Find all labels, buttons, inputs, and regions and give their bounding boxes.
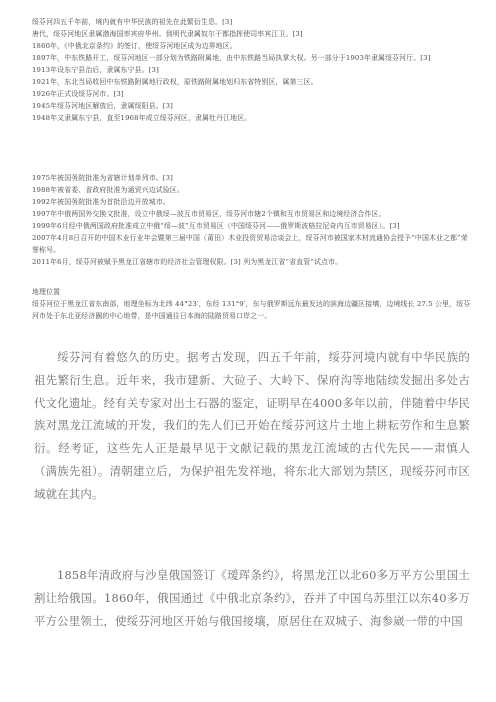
paragraph-text: 绥芬河有着悠久的历史。据考古发现，四五千年前，绥芬河境内就有中华民族的祖先繁衍生息。近年来，我市建新、大砬子、大岭下、保府沟等地陆续发掘出多处古代文化遗址。经有关专家对出土石器的鉴定，证明早在4000多年以前，伴随着中华民族对黑龙江流域的开发，我们的先人们已开始在绥芬河这片土地上耕耘劳作和生息繁衍。经考证，这些先人正是最早见于文献记载的黑龙江流域的古代先民——肃慎人（满族先祖）。清朝建立后，为保护祖先发祥地，将东北大部划为禁区，现绥芬河市区域就在其内。 <box>34 350 470 501</box>
paragraph-text: 1858年清政府与沙皇俄国签订《瑷珲条约》，将黑龙江以北60多万平方公里国土割让给俄国。1860年，俄国通过《中俄北京条约》，吞并了中国乌苏里江以东40多万平方公里领土，使绥芬河地区开始与俄国接壤，原居住在双城子、海参崴一带的中国 <box>34 568 470 628</box>
history-note: 唐代，绥芬河地区隶属渤海国率宾府华州。到明代隶属奴尔干都指挥使司率宾江卫。[3] <box>32 30 303 38</box>
modern-note: 1988年被省委、省政府批准为通贸兴边试验区。 <box>32 186 184 194</box>
modern-note: 1999年6月经中俄两国政府批准成立中俄“绥—波”互市贸易区（中国绥芬河——俄罗斯波格拉尼奇内互市贸易区）。[3] <box>32 222 400 230</box>
body-paragraph-2 <box>34 564 470 632</box>
modern-note: 2007年4月8日召开的中国木业行业年会暨第三届中国（莆田）木业投资贸易洽谈会上，绥芬河市被国家木材流通协会授予“中国木业之都”荣誉称号。 <box>32 234 468 254</box>
modern-note: 1975年被国务院批准为省辖计划单列市。[3] <box>32 174 173 182</box>
history-note: 1921年，东北当局收回中东铁路附属地行政权，原铁路附属地划归东省特别区，属第三区。 <box>32 78 318 86</box>
history-notes-block <box>32 16 474 124</box>
history-note: 1948年又隶属东宁县，直至1968年成立绥芬河区，隶属牡丹江地区。 <box>32 114 252 122</box>
geo-block <box>32 286 474 322</box>
body-paragraph-1 <box>34 346 470 506</box>
history-note: 1913年设东宁县治后，隶属东宁县。[3] <box>32 66 159 74</box>
history-note: 1945年绥芬河地区解放后，隶属绥阳县。[3] <box>32 102 173 110</box>
history-note: 1897年，中东铁路开工，绥芬河地区一部分划为铁路附属地，由中东铁路当局执掌大权。另一部分于1903年隶属绥芬河厅。[3] <box>32 54 431 62</box>
geo-heading: 地理位置 <box>32 288 61 296</box>
modern-notes-block <box>32 172 474 268</box>
history-note: 1926年正式设绥芬河市。[3] <box>32 90 124 98</box>
geo-text: 绥芬河位于黑龙江省东南部，地理坐标为北纬 44°23′，东经 131°9′，东与俄罗斯远东最发达的滨海边疆区接壤，边境线长 27.5 公里，绥芬河市处于东北亚经济圈的中心地带，是中国通往日本海的陆路贸易口岸之一。 <box>32 300 471 320</box>
modern-note: 1997年中俄两国外交换文批准，设立中俄绥—波互市贸易区，绥芬河市辖2个镇和互市贸易区和边境经济合作区。 <box>32 210 386 218</box>
modern-note: 1992年被国务院批准为首批沿边开放城市。 <box>32 198 170 206</box>
history-note: 绥芬河四五千年前，境内就有中华民族的祖先在此繁衍生息。[3] <box>32 18 233 26</box>
history-note: 1860年，《中俄北京条约》的签订，使绥芬河地区成为边界地区。 <box>32 42 237 50</box>
modern-note: 2011年6月，绥芬河被赋予黑龙江省辖市的经济社会管理权限。[3] 列为黑龙江省“省直管”试点市。 <box>32 258 343 266</box>
